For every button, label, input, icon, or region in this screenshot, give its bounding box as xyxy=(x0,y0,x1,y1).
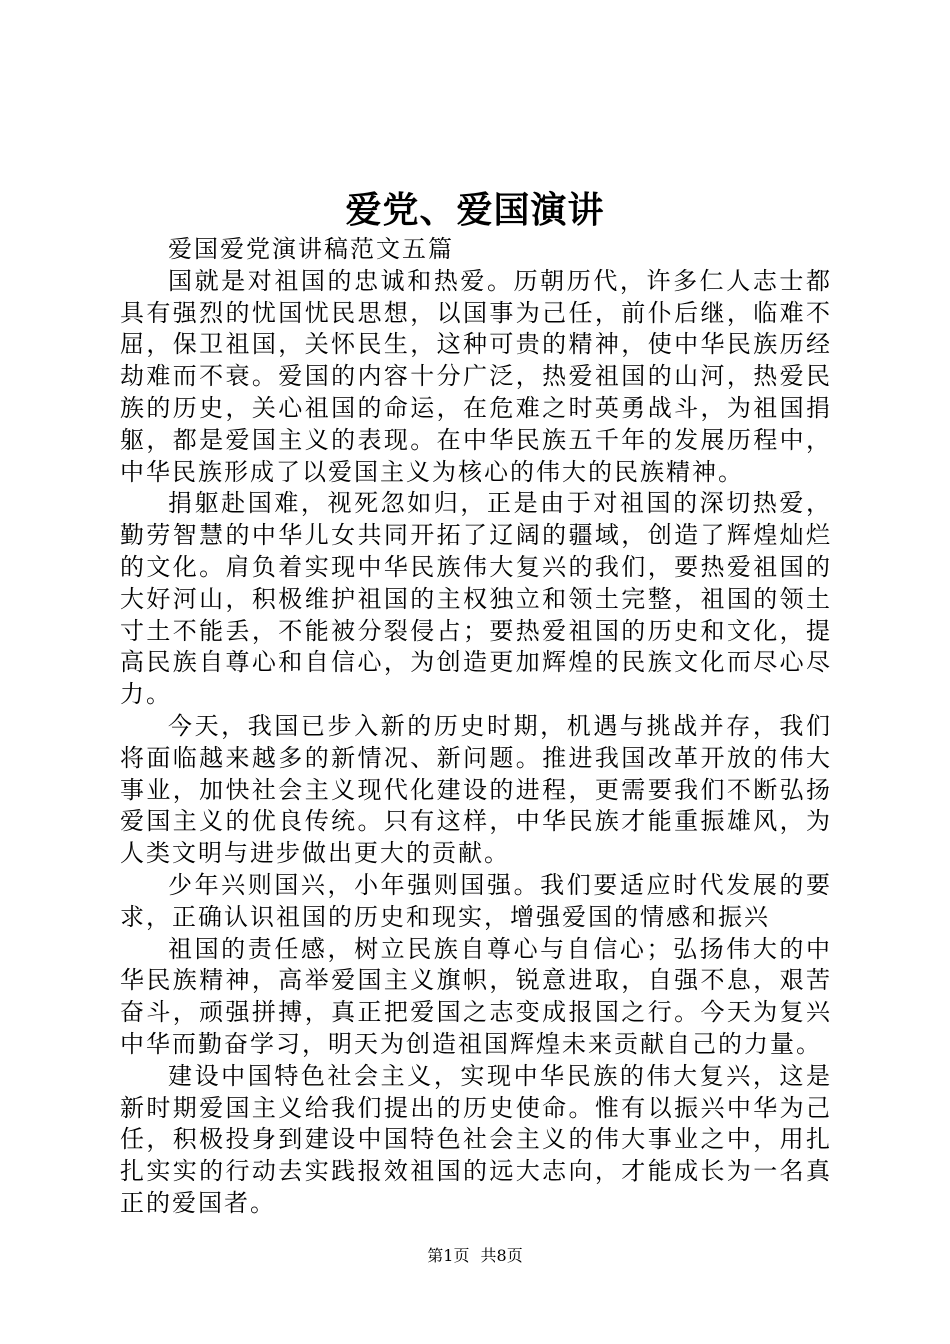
body-paragraph: 捐躯赴国难，视死忽如归，正是由于对祖国的深切热爱，勤劳智慧的中华儿女共同开拓了辽阔的疆域，创造了辉煌灿烂的文化。肩负着实现中华民族伟大复兴的我们，要热爱祖国的大好河山，积极维护祖国的主权独立和领土完整，祖国的领土寸土不能丢，不能被分裂侵占；要热爱祖国的历史和文化，提高民族自尊心和自信心，为创造更加辉煌的民族文化而尽心尽力。 xyxy=(120,489,832,709)
body-paragraph: 国就是对祖国的忠诚和热爱。历朝历代，许多仁人志士都具有强烈的忧国忧民思想，以国事为己任，前仆后继，临难不屈，保卫祖国，关怀民生，这种可贵的精神，使中华民族历经劫难而不衰。爱国的内容十分广泛，热爱祖国的山河，热爱民族的历史，关心祖国的命运，在危难之时英勇战斗，为祖国捐躯，都是爱国主义的表现。在中华民族五千年的发展历程中，中华民族形成了以爱国主义为核心的伟大的民族精神。 xyxy=(120,266,832,486)
body-paragraph: 祖国的责任感，树立民族自尊心与自信心；弘扬伟大的中华民族精神，高举爱国主义旗帜，锐意进取，自强不息，艰苦奋斗，顽强拼搏，真正把爱国之志变成报国之行。今天为复兴中华而勤奋学习，明天为创造祖国辉煌未来贡献自己的力量。 xyxy=(120,934,832,1058)
body-paragraph: 少年兴则国兴，小年强则国强。我们要适应时代发展的要求，正确认识祖国的历史和现实，增强爱国的情感和振兴 xyxy=(120,870,832,931)
body-paragraph: 今天，我国已步入新的历史时期，机遇与挑战并存，我们将面临越来越多的新情况、新问题。推进我国改革开放的伟大事业，加快社会主义现代化建设的进程，更需要我们不断弘扬爱国主义的优良传统。只有这样，中华民族才能重振雄风，为人类文明与进步做出更大的贡献。 xyxy=(120,711,832,868)
page-number-footer: 第1页 共8页 xyxy=(427,1246,523,1265)
subtitle-paragraph: 爱国爱党演讲稿范文五篇 xyxy=(168,235,454,263)
document-title: 爱党、爱国演讲 xyxy=(345,189,605,231)
document-body xyxy=(120,234,832,1220)
body-paragraph: 建设中国特色社会主义，实现中华民族的伟大复兴，这是新时期爱国主义给我们提出的历史使命。惟有以振兴中华为己任，积极投身到建设中国特色社会主义的伟大事业之中，用扎扎实实的行动去实践报效祖国的远大志向，才能成长为一名真正的爱国者。 xyxy=(120,1061,832,1217)
